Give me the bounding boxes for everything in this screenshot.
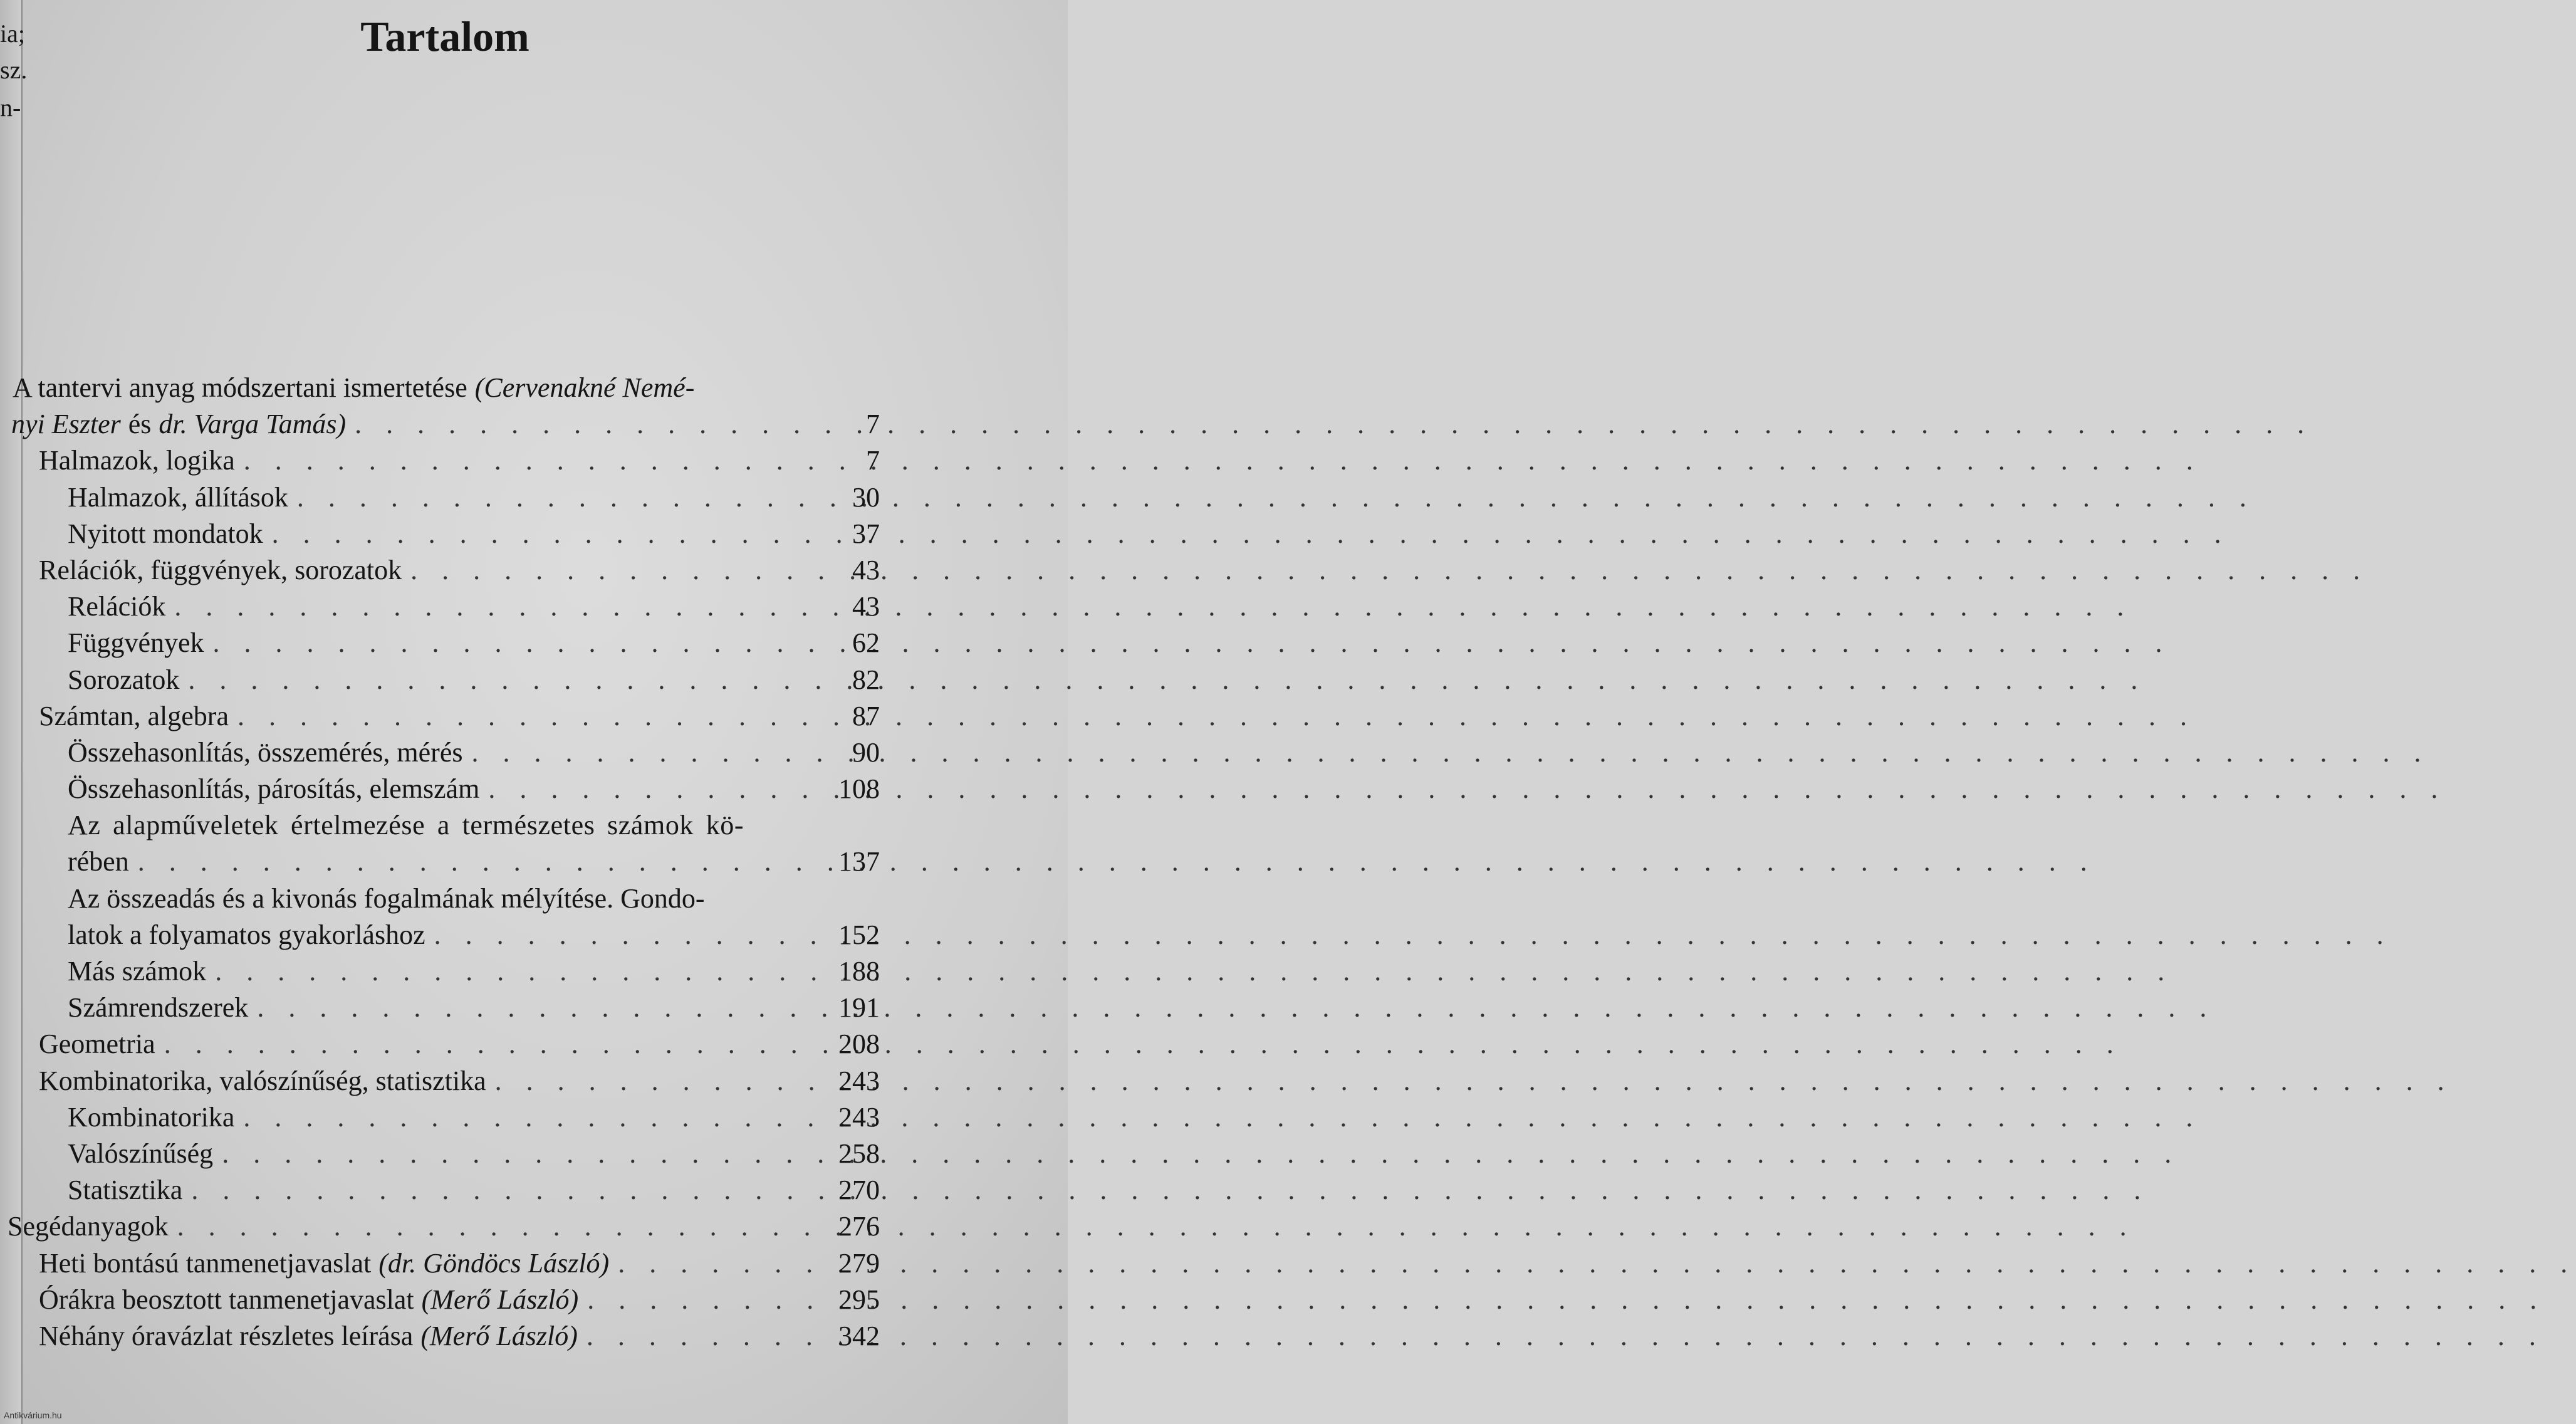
toc-entry-title: A tantervi anyag módszertani ismertetése <box>13 372 467 403</box>
toc-page-number: 208 <box>838 1029 880 1060</box>
toc-page-number: 37 <box>852 518 880 549</box>
toc-entry <box>0 771 890 807</box>
toc-entry-title: Segédanyagok <box>8 1211 169 1242</box>
toc-entry-title: Az alapműveletek értelmezése a természetes számok kö- <box>68 810 744 841</box>
toc-entry-title: rében <box>68 846 129 877</box>
toc-entry-title: Sorozatok <box>68 664 180 695</box>
toc-entry-conjunction: és <box>128 409 152 440</box>
toc-page-number: 7 <box>866 445 880 476</box>
toc-page-number: 188 <box>838 956 880 987</box>
toc-entry-title: Nyitott mondatok <box>68 518 263 549</box>
table-of-contents <box>0 370 890 1354</box>
toc-page-number: 137 <box>838 846 880 877</box>
toc-entry <box>0 1245 890 1282</box>
toc-page-number: 295 <box>838 1284 880 1315</box>
toc-entry <box>0 807 890 844</box>
leader-dots <box>182 1172 890 1208</box>
toc-entry <box>0 479 890 516</box>
toc-page-number: 243 <box>838 1065 880 1096</box>
prev-page-fragment: n- <box>0 93 21 122</box>
toc-entry <box>0 1282 890 1318</box>
leader-dots <box>229 698 890 735</box>
leader-dots <box>169 1208 890 1245</box>
toc-entry <box>0 370 890 406</box>
toc-entry-title: Más számok <box>68 956 207 987</box>
leader-dots <box>263 516 890 552</box>
toc-entry <box>0 1208 890 1245</box>
toc-entry <box>0 589 890 625</box>
toc-page-number: 276 <box>838 1211 880 1242</box>
toc-page-number: 243 <box>838 1101 880 1133</box>
leader-dots <box>129 844 890 880</box>
toc-page-number: 258 <box>838 1138 880 1169</box>
toc-entry <box>0 990 890 1026</box>
toc-entry-author: (Merő László) <box>420 1320 578 1351</box>
toc-page-number: 90 <box>852 736 880 768</box>
toc-entry-title: Geometria <box>39 1029 155 1060</box>
toc-entry-title: Összehasonlítás, párosítás, elemszám <box>68 773 480 805</box>
toc-entry <box>0 698 890 735</box>
toc-entry <box>0 1318 890 1354</box>
toc-entry <box>0 1099 890 1136</box>
toc-entry-title: Órákra beosztott tanmenetjavaslat <box>39 1284 414 1315</box>
toc-page-number: 191 <box>838 992 880 1024</box>
toc-page-number: 342 <box>838 1320 880 1351</box>
leader-dots <box>248 990 890 1026</box>
toc-page-number: 279 <box>838 1247 880 1279</box>
toc-entry-title: Kombinatorika <box>68 1101 235 1133</box>
toc-entry <box>0 662 890 698</box>
toc-page-number: 82 <box>852 664 880 695</box>
toc-entry <box>0 844 890 880</box>
toc-entry <box>0 1136 890 1172</box>
toc-entry-title: Relációk, függvények, sorozatok <box>39 554 402 585</box>
toc-entry-author: (dr. Göndöcs László) <box>378 1247 610 1279</box>
toc-entry-author: (Merő László) <box>421 1284 579 1315</box>
leader-dots <box>155 1026 890 1062</box>
toc-page-number: 62 <box>852 627 880 659</box>
leader-dots <box>165 589 890 625</box>
toc-page-number: 43 <box>852 591 880 622</box>
toc-entry <box>0 406 890 442</box>
leader-dots <box>288 479 890 516</box>
toc-entry <box>0 735 890 771</box>
toc-entry <box>0 1172 890 1208</box>
leader-dots <box>234 1099 890 1136</box>
toc-entry-title: Az összeadás és a kivonás fogalmának mélyítése. Gondo- <box>68 882 705 914</box>
toc-page-number: 30 <box>852 481 880 513</box>
toc-entry-title: Heti bontású tanmenetjavaslat <box>39 1247 372 1279</box>
toc-entry <box>0 881 890 917</box>
toc-page-number: 43 <box>852 554 880 585</box>
toc-entry <box>0 1063 890 1099</box>
leader-dots <box>346 406 890 442</box>
corner-watermark: Antikvárium.hu <box>4 1410 62 1420</box>
leader-dots <box>204 625 890 661</box>
toc-entry-title: Halmazok, logika <box>39 445 235 476</box>
toc-entry-title: Függvények <box>68 627 204 659</box>
toc-entry-author: (Cervenakné Nemé- <box>474 372 695 403</box>
toc-entry-title: Relációk <box>68 591 166 622</box>
toc-entry-title: Néhány óravázlat részletes leírása <box>39 1320 414 1351</box>
toc-entry-title: Valószínűség <box>68 1138 214 1169</box>
toc-entry-title: Számrendszerek <box>68 992 249 1024</box>
toc-page-number: 7 <box>866 409 880 440</box>
toc-entry <box>0 1026 890 1062</box>
toc-entry-author: nyi Eszter <box>11 409 121 440</box>
toc-page-number: 270 <box>838 1175 880 1206</box>
toc-entry-title: Összehasonlítás, összemérés, mérés <box>68 736 463 768</box>
toc-entry <box>0 516 890 552</box>
toc-entry-title: Számtan, algebra <box>39 700 229 731</box>
page-title: Tartalom <box>360 13 529 60</box>
toc-page-number: 87 <box>852 700 880 731</box>
toc-page-number: 108 <box>838 773 880 805</box>
toc-page-number: 152 <box>838 919 880 950</box>
leader-dots <box>213 1136 890 1172</box>
toc-entry <box>0 625 890 661</box>
toc-entry <box>0 442 890 479</box>
toc-entry <box>0 917 890 953</box>
prev-page-fragment: ia; <box>0 19 25 48</box>
toc-entry <box>0 953 890 990</box>
toc-entry-title: latok a folyamatos gyakorláshoz <box>68 919 425 950</box>
book-page <box>0 0 1068 1424</box>
toc-entry-title: Kombinatorika, valószínűség, statisztika <box>39 1065 486 1096</box>
toc-entry <box>0 552 890 589</box>
toc-entry-title: Halmazok, állítások <box>68 481 288 513</box>
leader-dots <box>179 662 890 698</box>
toc-entry-author: dr. Varga Tamás) <box>159 409 347 440</box>
leader-dots <box>235 442 890 479</box>
prev-page-fragment: sz. <box>0 56 28 84</box>
toc-entry-title: Statisztika <box>68 1175 183 1206</box>
leader-dots <box>206 953 890 990</box>
